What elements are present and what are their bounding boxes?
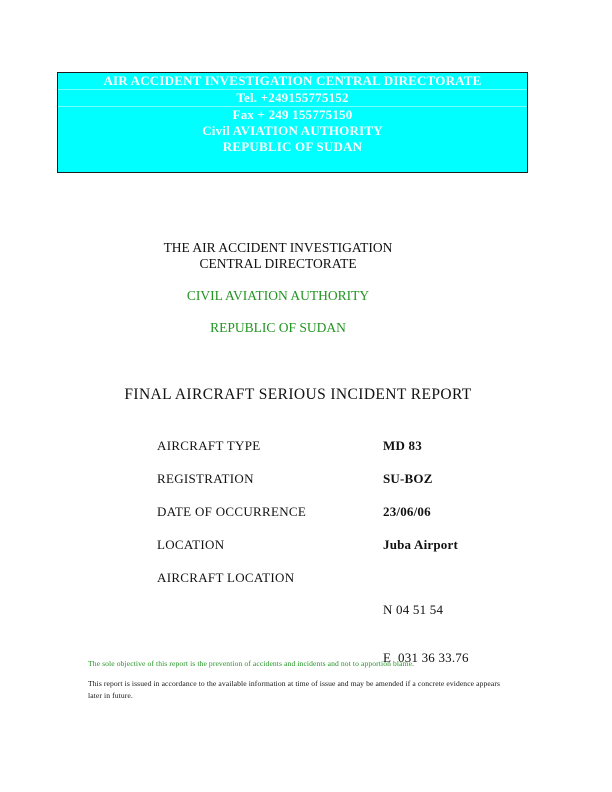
- detail-label: LOCATION: [157, 537, 225, 552]
- coordinate-north: N 04 51 54: [383, 602, 444, 617]
- detail-value: SU-BOZ: [383, 471, 433, 486]
- detail-label: AIRCRAFT LOCATION: [157, 570, 295, 585]
- detail-label: REGISTRATION: [157, 471, 254, 486]
- header-box-fax: Fax + 249 155775150: [232, 107, 353, 122]
- report-title: FINAL AIRCRAFT SERIOUS INCIDENT REPORT: [124, 386, 472, 403]
- header-box-country: REPUBLIC OF SUDAN: [222, 139, 363, 154]
- detail-value: Juba Airport: [383, 537, 458, 552]
- republic-of-sudan-heading: REPUBLIC OF SUDAN: [210, 320, 346, 335]
- detail-value: 23/06/06: [383, 504, 431, 519]
- detail-label: DATE OF OCCURRENCE: [157, 504, 307, 519]
- org-name-line1: THE AIR ACCIDENT INVESTIGATION: [163, 240, 393, 255]
- header-contact-box: [57, 72, 528, 173]
- header-box-tel: Tel. +249155775152: [58, 90, 527, 107]
- detail-label: AIRCRAFT TYPE: [157, 438, 261, 453]
- footnote-amendment: [88, 678, 528, 701]
- header-box-directorate-name: AIR ACCIDENT INVESTIGATION CENTRAL DIRECTORATE: [58, 73, 527, 90]
- civil-aviation-authority-heading: CIVIL AVIATION AUTHORITY: [186, 288, 370, 303]
- footnote-amendment-line1: This report is issued in accordance to the available information at time of issue and may be amended if a concrete evidence appears: [88, 679, 501, 688]
- org-name-line2: CENTRAL DIRECTORATE: [199, 256, 357, 271]
- coordinate-east: E 031 36 33.76: [383, 649, 469, 665]
- header-box-authority: Civil AVIATION AUTHORITY: [202, 123, 383, 138]
- detail-value: MD 83: [383, 438, 422, 453]
- footnote-objective: The sole objective of this report is the prevention of accidents and incidents and not to apportion blame.: [88, 659, 415, 668]
- footnote-amendment-line2: later in future.: [88, 690, 133, 700]
